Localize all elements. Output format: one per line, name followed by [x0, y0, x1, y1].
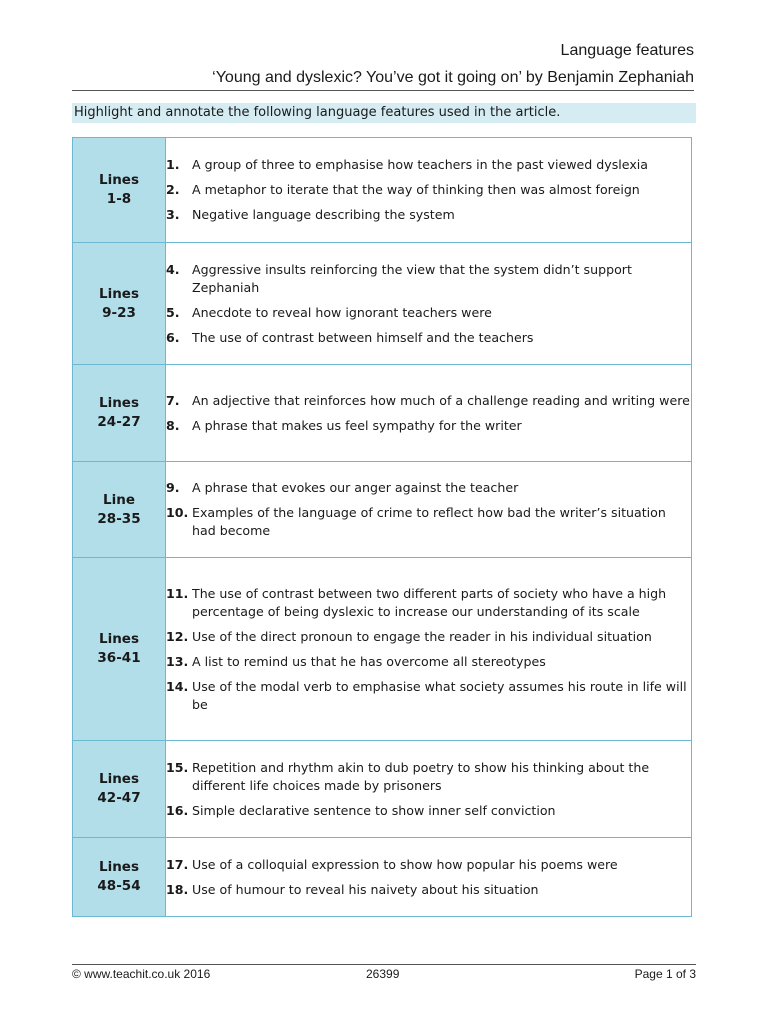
table-row [73, 741, 692, 838]
item-text: Negative language describing the system [192, 207, 455, 222]
item-text: The use of contrast between two different parts of society who have a high percentage of being dyslexic to increase our understanding of its scale [192, 585, 667, 619]
table-row [73, 558, 692, 741]
footer-copyright: © www.teachit.co.uk 2016 [72, 967, 211, 981]
item-number: 1. [166, 157, 180, 172]
list-item [166, 304, 691, 322]
feature-list-cell [166, 558, 692, 741]
footer-divider [72, 964, 696, 965]
footer-resource-code: 26399 [366, 967, 400, 981]
header-divider [72, 90, 694, 91]
feature-list-cell [166, 838, 692, 917]
line-range-numbers: 36-41 [97, 650, 141, 666]
document-subtitle: ‘Young and dyslexic? You’ve got it going on’ by Benjamin Zephaniah [212, 69, 694, 86]
line-range-label: Lines [98, 771, 140, 787]
line-range-numbers: 1-8 [106, 191, 132, 207]
list-item [166, 856, 691, 874]
item-number: 4. [166, 261, 180, 277]
item-text: Use of the modal verb to emphasise what society assumes his route in life will be [192, 678, 687, 712]
item-number: 9. [166, 480, 180, 495]
list-item [166, 585, 691, 621]
line-range-numbers: 24-27 [97, 414, 141, 430]
list-item [166, 759, 691, 795]
feature-list-cell [166, 741, 692, 838]
feature-list [166, 856, 691, 899]
line-range-label: Lines [98, 285, 140, 302]
item-number: 5. [166, 304, 180, 320]
list-item [166, 261, 691, 297]
item-number: 6. [166, 329, 180, 345]
line-range-cell [73, 243, 166, 365]
item-text: Repetition and rhythm akin to dub poetry to show his thinking about the different life choices made by prisoners [192, 759, 650, 793]
item-text: A group of three to emphasise how teachers in the past viewed dyslexia [192, 157, 648, 172]
document-title: Language features [560, 42, 694, 59]
feature-list [166, 156, 691, 224]
item-text: A phrase that makes us feel sympathy for the writer [192, 417, 522, 433]
table-row [73, 138, 692, 243]
item-number: 12. [166, 628, 189, 644]
list-item [166, 392, 691, 410]
item-number: 10. [166, 505, 189, 520]
list-item [166, 206, 691, 224]
item-number: 11. [166, 585, 189, 601]
feature-list [166, 585, 691, 714]
line-range-cell [73, 138, 166, 243]
item-text: An adjective that reinforces how much of a challenge reading and writing were [192, 392, 690, 408]
feature-list [166, 261, 691, 347]
item-number: 14. [166, 678, 189, 694]
feature-list [166, 479, 691, 540]
list-item [166, 504, 691, 540]
line-range-label: Lines [98, 859, 140, 875]
line-range-cell [73, 462, 166, 558]
item-text: Use of humour to reveal his naivety about his situation [192, 881, 539, 897]
feature-list-cell [166, 138, 692, 243]
list-item [166, 678, 691, 714]
list-item [166, 417, 691, 435]
list-item [166, 329, 691, 347]
item-number: 3. [166, 207, 180, 222]
line-range-cell [73, 741, 166, 838]
language-features-table [72, 137, 692, 917]
list-item [166, 628, 691, 646]
item-text: Aggressive insults reinforcing the view that the system didn’t support Zephaniah [192, 261, 632, 295]
item-text: A list to remind us that he has overcome all stereotypes [192, 653, 546, 669]
line-range-label: Line [103, 491, 135, 508]
instruction-banner: Highlight and annotate the following language features used in the article. [72, 103, 696, 123]
line-range-cell [73, 558, 166, 741]
table-row [73, 243, 692, 365]
item-text: Anecdote to reveal how ignorant teachers were [192, 304, 492, 320]
line-range-label: Lines [98, 631, 140, 647]
item-number: 17. [166, 856, 189, 872]
item-number: 18. [166, 881, 189, 897]
list-item [166, 802, 691, 820]
line-range-label: Lines [98, 395, 140, 411]
item-number: 2. [166, 182, 180, 197]
table-row [73, 462, 692, 558]
item-text: Use of a colloquial expression to show how popular his poems were [192, 856, 618, 872]
item-number: 7. [166, 392, 180, 408]
line-range-numbers: 48-54 [97, 878, 141, 894]
table-row [73, 365, 692, 462]
table-row [73, 838, 692, 917]
line-range-cell [73, 365, 166, 462]
feature-list [166, 759, 691, 820]
list-item [166, 156, 691, 174]
item-text: Examples of the language of crime to reflect how bad the writer’s situation had become [192, 505, 666, 538]
item-text: Simple declarative sentence to show inner self conviction [192, 802, 556, 818]
item-number: 16. [166, 802, 189, 818]
item-number: 8. [166, 417, 180, 433]
page-footer [72, 966, 696, 982]
line-range-numbers: 9-23 [102, 304, 136, 321]
list-item [166, 479, 691, 497]
list-item [166, 881, 691, 899]
item-number: 13. [166, 653, 189, 669]
item-text: A metaphor to iterate that the way of thinking then was almost foreign [192, 182, 640, 197]
item-number: 15. [166, 759, 189, 775]
line-range-numbers: 42-47 [97, 790, 141, 806]
line-range-cell [73, 838, 166, 917]
line-range-numbers: 28-35 [97, 510, 141, 527]
line-range-label: Lines [98, 172, 140, 188]
feature-list-cell [166, 462, 692, 558]
list-item [166, 181, 691, 199]
feature-list-cell [166, 365, 692, 462]
item-text: A phrase that evokes our anger against the teacher [192, 480, 519, 495]
item-text: The use of contrast between himself and the teachers [192, 329, 534, 345]
footer-page-number: Page 1 of 3 [634, 967, 696, 981]
document-header [72, 40, 694, 89]
list-item [166, 653, 691, 671]
feature-list-cell [166, 243, 692, 365]
item-text: Use of the direct pronoun to engage the reader in his individual situation [192, 628, 652, 644]
feature-list [166, 392, 691, 435]
